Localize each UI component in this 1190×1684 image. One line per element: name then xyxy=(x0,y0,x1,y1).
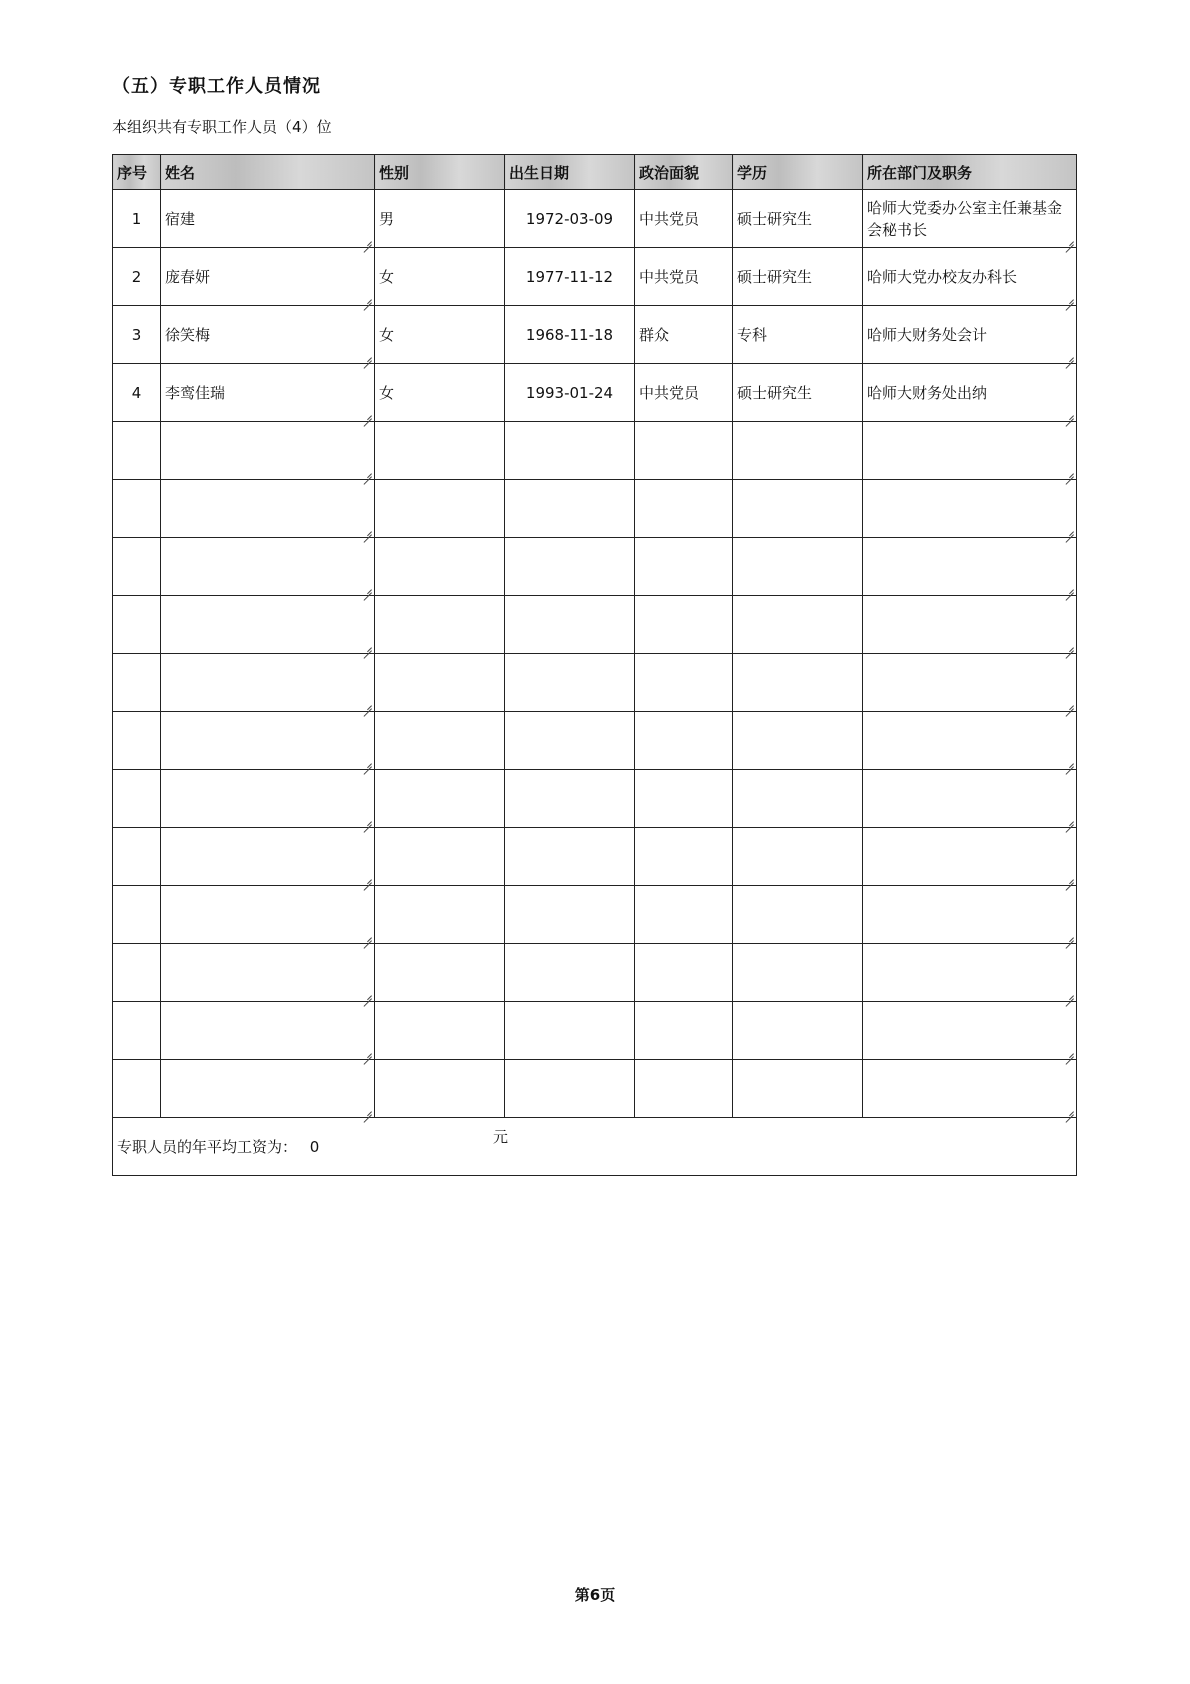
page-number: 第6页 xyxy=(574,1586,616,1604)
cell-no xyxy=(113,422,161,480)
table-header-row xyxy=(113,155,1077,190)
resize-handle-icon[interactable] xyxy=(1065,410,1074,419)
cell-gender[interactable] xyxy=(375,886,505,944)
table-row xyxy=(113,1060,1077,1118)
cell-no-text: 1 xyxy=(131,209,142,228)
cell-name[interactable] xyxy=(161,248,375,306)
cell-education-text: 硕士研究生 xyxy=(737,210,813,228)
resize-handle-icon[interactable] xyxy=(1065,1048,1074,1057)
table-row xyxy=(113,480,1077,538)
cell-dept[interactable] xyxy=(863,538,1077,596)
cell-political[interactable] xyxy=(635,712,733,770)
resize-handle-icon[interactable] xyxy=(1065,1106,1074,1115)
resize-handle-icon[interactable] xyxy=(363,642,372,651)
table-row xyxy=(113,422,1077,480)
cell-dept[interactable] xyxy=(863,422,1077,480)
cell-dept[interactable] xyxy=(863,886,1077,944)
cell-political[interactable] xyxy=(635,596,733,654)
cell-gender[interactable] xyxy=(375,248,505,306)
cell-birth[interactable] xyxy=(505,306,635,364)
cell-gender[interactable] xyxy=(375,596,505,654)
cell-education[interactable] xyxy=(733,538,863,596)
cell-birth[interactable] xyxy=(505,1060,635,1118)
table-row xyxy=(113,306,1077,364)
resize-handle-icon[interactable] xyxy=(363,584,372,593)
cell-dept-text: 哈师大党委办公室主任兼基金会秘书长 xyxy=(867,198,1063,239)
resize-handle-icon[interactable] xyxy=(363,236,372,245)
staff-count-prefix: 本组织共有专职工作人员（ xyxy=(112,118,293,136)
cell-political[interactable] xyxy=(635,538,733,596)
cell-no-text: 3 xyxy=(131,325,142,344)
resize-handle-icon[interactable] xyxy=(363,1048,372,1057)
cell-no xyxy=(113,1060,161,1118)
cell-no xyxy=(113,364,161,422)
cell-education[interactable] xyxy=(733,654,863,712)
cell-education[interactable] xyxy=(733,828,863,886)
cell-gender[interactable] xyxy=(375,364,505,422)
cell-gender[interactable] xyxy=(375,654,505,712)
cell-gender[interactable] xyxy=(375,480,505,538)
cell-political-text: 群众 xyxy=(639,326,670,344)
cell-political[interactable] xyxy=(635,364,733,422)
staff-count-value[interactable]: 4 xyxy=(292,118,302,136)
cell-dept[interactable] xyxy=(863,712,1077,770)
cell-dept[interactable] xyxy=(863,654,1077,712)
cell-gender[interactable] xyxy=(375,538,505,596)
cell-political[interactable] xyxy=(635,654,733,712)
header-name: 姓名 xyxy=(161,155,375,190)
cell-education-text: 硕士研究生 xyxy=(737,384,813,402)
staff-table xyxy=(112,154,1077,1176)
cell-birth[interactable] xyxy=(505,190,635,248)
resize-handle-icon[interactable] xyxy=(363,932,372,941)
cell-name[interactable] xyxy=(161,654,375,712)
cell-education[interactable] xyxy=(733,712,863,770)
cell-political[interactable] xyxy=(635,248,733,306)
cell-birth[interactable] xyxy=(505,654,635,712)
resize-handle-icon[interactable] xyxy=(1065,932,1074,941)
cell-birth-text: 1972-03-09 xyxy=(525,209,614,228)
cell-birth[interactable] xyxy=(505,712,635,770)
cell-political[interactable] xyxy=(635,306,733,364)
cell-political-text: 中共党员 xyxy=(639,210,700,228)
resize-handle-icon[interactable] xyxy=(1065,294,1074,303)
cell-name[interactable] xyxy=(161,712,375,770)
cell-political[interactable] xyxy=(635,422,733,480)
staff-count-suffix: ）位 xyxy=(301,118,332,136)
resize-handle-icon[interactable] xyxy=(363,410,372,419)
cell-gender-text: 女 xyxy=(379,326,395,344)
cell-education[interactable] xyxy=(733,480,863,538)
cell-political[interactable] xyxy=(635,1060,733,1118)
cell-political[interactable] xyxy=(635,1002,733,1060)
cell-birth[interactable] xyxy=(505,596,635,654)
cell-no xyxy=(113,190,161,248)
cell-no xyxy=(113,248,161,306)
cell-dept-text: 哈师大党办校友办科长 xyxy=(867,267,1018,286)
cell-dept[interactable] xyxy=(863,944,1077,1002)
cell-no xyxy=(113,480,161,538)
cell-education[interactable] xyxy=(733,596,863,654)
cell-political[interactable] xyxy=(635,828,733,886)
header-gender: 性别 xyxy=(375,155,505,190)
cell-no xyxy=(113,654,161,712)
table-row xyxy=(113,364,1077,422)
header-birth: 出生日期 xyxy=(505,155,635,190)
cell-no xyxy=(113,944,161,1002)
header-dept: 所在部门及职务 xyxy=(863,155,1077,190)
cell-birth[interactable] xyxy=(505,770,635,828)
cell-gender-text: 女 xyxy=(379,384,395,402)
cell-education[interactable] xyxy=(733,190,863,248)
cell-dept[interactable] xyxy=(863,248,1077,306)
resize-handle-icon[interactable] xyxy=(363,758,372,767)
cell-dept[interactable] xyxy=(863,364,1077,422)
resize-handle-icon[interactable] xyxy=(1065,642,1074,651)
resize-handle-icon[interactable] xyxy=(1065,584,1074,593)
salary-row xyxy=(113,1118,1077,1176)
table-row xyxy=(113,596,1077,654)
salary-value[interactable]: 0 xyxy=(309,1138,320,1156)
cell-birth[interactable] xyxy=(505,248,635,306)
cell-birth[interactable] xyxy=(505,480,635,538)
resize-handle-icon[interactable] xyxy=(1065,990,1074,999)
cell-name[interactable] xyxy=(161,422,375,480)
cell-birth[interactable] xyxy=(505,422,635,480)
cell-gender[interactable] xyxy=(375,944,505,1002)
cell-birth-text: 1977-11-12 xyxy=(525,267,614,286)
cell-name[interactable] xyxy=(161,1002,375,1060)
resize-handle-icon[interactable] xyxy=(363,816,372,825)
cell-name[interactable] xyxy=(161,480,375,538)
resize-handle-icon[interactable] xyxy=(1065,700,1074,709)
table-row xyxy=(113,712,1077,770)
cell-birth[interactable] xyxy=(505,828,635,886)
cell-birth[interactable] xyxy=(505,538,635,596)
cell-political[interactable] xyxy=(635,944,733,1002)
cell-education[interactable] xyxy=(733,364,863,422)
cell-name[interactable] xyxy=(161,306,375,364)
cell-birth-text: 1993-01-24 xyxy=(525,383,614,402)
cell-birth[interactable] xyxy=(505,364,635,422)
cell-political-text: 中共党员 xyxy=(639,268,700,286)
salary-cell xyxy=(113,1118,1077,1176)
cell-gender[interactable] xyxy=(375,1002,505,1060)
cell-no-text: 4 xyxy=(131,383,142,402)
cell-education[interactable] xyxy=(733,306,863,364)
cell-dept[interactable] xyxy=(863,306,1077,364)
cell-dept[interactable] xyxy=(863,190,1077,248)
cell-name[interactable] xyxy=(161,364,375,422)
cell-dept-text: 哈师大财务处会计 xyxy=(867,325,988,344)
resize-handle-icon[interactable] xyxy=(363,294,372,303)
cell-gender[interactable] xyxy=(375,1060,505,1118)
salary-label: 专职人员的年平均工资为： xyxy=(117,1138,298,1156)
cell-no xyxy=(113,1002,161,1060)
resize-handle-icon[interactable] xyxy=(363,1106,372,1115)
cell-education[interactable] xyxy=(733,1060,863,1118)
cell-no xyxy=(113,828,161,886)
cell-education-text: 专科 xyxy=(737,326,768,344)
section-title: （五）专职工作人员情况 xyxy=(112,76,321,97)
resize-handle-icon[interactable] xyxy=(363,700,372,709)
cell-gender[interactable] xyxy=(375,770,505,828)
cell-political[interactable] xyxy=(635,480,733,538)
header-education: 学历 xyxy=(733,155,863,190)
cell-dept[interactable] xyxy=(863,828,1077,886)
cell-no xyxy=(113,596,161,654)
table-row xyxy=(113,190,1077,248)
cell-education-text: 硕士研究生 xyxy=(737,268,813,286)
resize-handle-icon[interactable] xyxy=(363,874,372,883)
cell-political[interactable] xyxy=(635,770,733,828)
table-row xyxy=(113,538,1077,596)
cell-dept[interactable] xyxy=(863,1002,1077,1060)
table-row xyxy=(113,770,1077,828)
cell-political-text: 中共党员 xyxy=(639,384,700,402)
resize-handle-icon[interactable] xyxy=(363,352,372,361)
resize-handle-icon[interactable] xyxy=(363,526,372,535)
table-row xyxy=(113,944,1077,1002)
cell-name[interactable] xyxy=(161,770,375,828)
table-body xyxy=(113,190,1077,1118)
cell-birth[interactable] xyxy=(505,886,635,944)
cell-name[interactable] xyxy=(161,190,375,248)
cell-political[interactable] xyxy=(635,886,733,944)
table-row xyxy=(113,886,1077,944)
cell-gender[interactable] xyxy=(375,712,505,770)
salary-unit: 元 xyxy=(493,1128,509,1146)
cell-name[interactable] xyxy=(161,886,375,944)
cell-no xyxy=(113,306,161,364)
cell-no xyxy=(113,770,161,828)
cell-birth[interactable] xyxy=(505,1002,635,1060)
cell-name[interactable] xyxy=(161,596,375,654)
resize-handle-icon[interactable] xyxy=(1065,468,1074,477)
cell-no xyxy=(113,712,161,770)
cell-name[interactable] xyxy=(161,1060,375,1118)
header-political: 政治面貌 xyxy=(635,155,733,190)
cell-birth-text: 1968-11-18 xyxy=(525,325,614,344)
cell-gender[interactable] xyxy=(375,190,505,248)
cell-education[interactable] xyxy=(733,1002,863,1060)
cell-education[interactable] xyxy=(733,944,863,1002)
cell-political[interactable] xyxy=(635,190,733,248)
cell-gender[interactable] xyxy=(375,306,505,364)
cell-name-text: 徐笑梅 xyxy=(165,326,211,344)
cell-birth[interactable] xyxy=(505,944,635,1002)
cell-dept[interactable] xyxy=(863,770,1077,828)
cell-name[interactable] xyxy=(161,828,375,886)
table-row xyxy=(113,248,1077,306)
cell-education[interactable] xyxy=(733,770,863,828)
cell-education[interactable] xyxy=(733,248,863,306)
cell-gender[interactable] xyxy=(375,422,505,480)
cell-education[interactable] xyxy=(733,422,863,480)
cell-gender[interactable] xyxy=(375,828,505,886)
table-row xyxy=(113,1002,1077,1060)
cell-dept-text: 哈师大财务处出纳 xyxy=(867,383,988,402)
resize-handle-icon[interactable] xyxy=(1065,874,1074,883)
cell-gender-text: 女 xyxy=(379,268,395,286)
resize-handle-icon[interactable] xyxy=(363,990,372,999)
resize-handle-icon[interactable] xyxy=(1065,758,1074,767)
cell-gender-text: 男 xyxy=(379,210,395,228)
cell-dept[interactable] xyxy=(863,480,1077,538)
cell-name[interactable] xyxy=(161,944,375,1002)
cell-education[interactable] xyxy=(733,886,863,944)
resize-handle-icon[interactable] xyxy=(1065,816,1074,825)
cell-no-text: 2 xyxy=(131,267,142,286)
staff-count-line xyxy=(112,116,332,137)
cell-name-text: 宿建 xyxy=(165,210,196,228)
resize-handle-icon[interactable] xyxy=(1065,352,1074,361)
cell-name-text: 庞春妍 xyxy=(165,268,211,286)
table-row xyxy=(113,654,1077,712)
cell-no xyxy=(113,538,161,596)
resize-handle-icon[interactable] xyxy=(363,468,372,477)
cell-no xyxy=(113,886,161,944)
table-row xyxy=(113,828,1077,886)
header-no: 序号 xyxy=(113,155,161,190)
cell-name[interactable] xyxy=(161,538,375,596)
cell-name-text: 李鸾佳瑞 xyxy=(165,384,226,402)
cell-dept[interactable] xyxy=(863,1060,1077,1118)
resize-handle-icon[interactable] xyxy=(1065,236,1074,245)
resize-handle-icon[interactable] xyxy=(1065,526,1074,535)
cell-dept[interactable] xyxy=(863,596,1077,654)
